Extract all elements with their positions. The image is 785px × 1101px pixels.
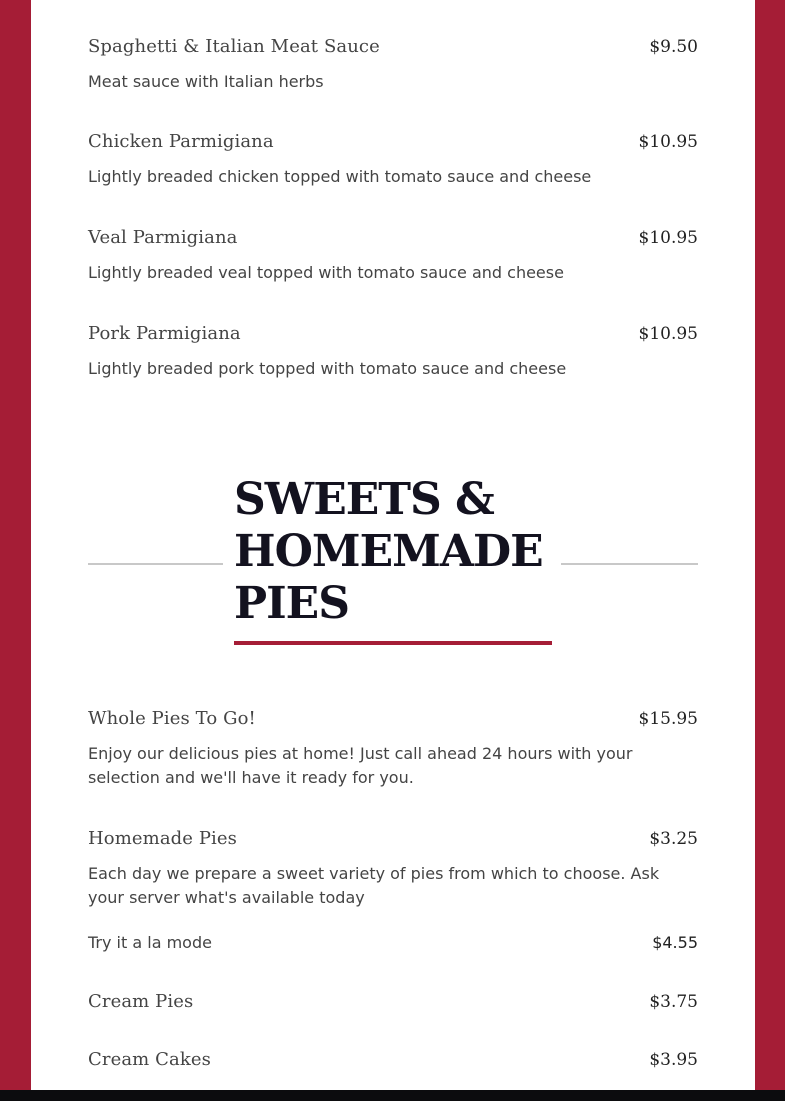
menu-item	[88, 36, 698, 94]
item-description: Each day we prepare a sweet variety of pies from which to choose. Ask your server what's available today	[88, 864, 660, 907]
menu-item	[88, 227, 698, 285]
item-price: $10.95	[638, 228, 698, 248]
addon-name: Try it a la mode	[88, 933, 212, 952]
item-price: $10.95	[638, 132, 698, 152]
menu-item	[88, 323, 698, 381]
item-name: Chicken Parmigiana	[88, 131, 274, 152]
divider-right	[561, 563, 698, 565]
item-name: Pork Parmigiana	[88, 323, 241, 344]
addon-price: $4.55	[652, 933, 698, 952]
menu-item	[88, 131, 698, 189]
menu-item	[88, 991, 698, 1012]
item-price: $3.95	[649, 1050, 698, 1070]
menu-item	[88, 828, 698, 910]
item-name: Cream Cakes	[88, 1049, 211, 1070]
title-underline	[234, 641, 552, 645]
item-price: $9.50	[649, 37, 698, 57]
item-price: $10.95	[638, 324, 698, 344]
bottom-strip	[0, 1090, 785, 1101]
item-description: Lightly breaded veal topped with tomato sauce and cheese	[88, 263, 564, 282]
item-name: Veal Parmigiana	[88, 227, 238, 248]
menu-item	[88, 708, 698, 790]
section-title: SWEETS & HOMEMADE PIES	[234, 474, 543, 629]
item-name: Whole Pies To Go!	[88, 708, 256, 729]
item-description: Meat sauce with Italian herbs	[88, 72, 324, 91]
item-name: Spaghetti & Italian Meat Sauce	[88, 36, 380, 57]
item-name: Cream Pies	[88, 991, 194, 1012]
item-name: Homemade Pies	[88, 828, 238, 849]
item-price: $3.75	[649, 992, 698, 1012]
item-description: Lightly breaded pork topped with tomato sauce and cheese	[88, 359, 567, 378]
menu-item	[88, 1049, 698, 1070]
item-description: Lightly breaded chicken topped with tomato sauce and cheese	[88, 167, 592, 186]
section-heading	[88, 470, 698, 650]
divider-left	[88, 563, 223, 565]
item-price: $15.95	[638, 709, 698, 729]
item-description: Enjoy our delicious pies at home! Just call ahead 24 hours with your selection and we'll have it ready for you.	[88, 744, 633, 787]
item-price: $3.25	[649, 829, 698, 849]
menu-page	[31, 0, 755, 1090]
addon-item	[88, 933, 698, 952]
